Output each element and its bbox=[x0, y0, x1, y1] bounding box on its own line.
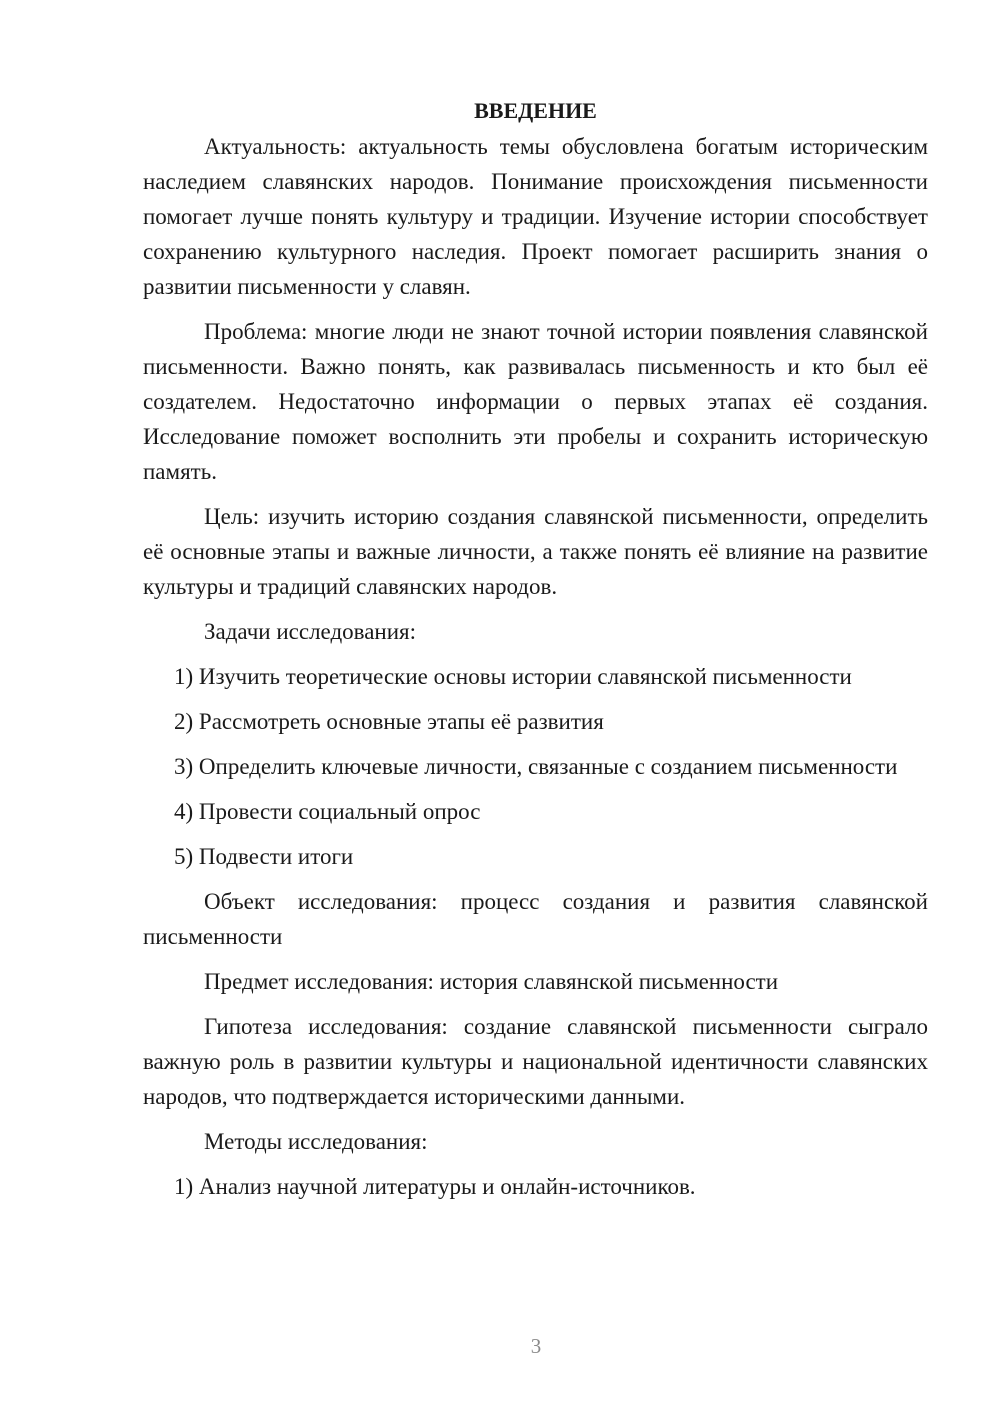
task-item: 1) Изучить теоретические основы истории славянской письменности bbox=[174, 664, 852, 689]
method-item: 1) Анализ научной литературы и онлайн-источников. bbox=[174, 1174, 696, 1199]
hypothesis-paragraph: Гипотеза исследования: создание славянской письменности сыграло важную роль в развитии культуры и национальной идентичности славянских народов, что подтверждается историческими данными. bbox=[143, 1014, 928, 1109]
object-paragraph: Объект исследования: процесс создания и развития славянской письменности bbox=[143, 889, 928, 949]
goal-paragraph: Цель: изучить историю создания славянской письменности, определить её основные этапы и важные личности, а также понять её влияние на развитие культуры и традиций славянских народов. bbox=[143, 504, 928, 599]
methods-heading: Методы исследования: bbox=[204, 1129, 428, 1154]
page-title: ВВЕДЕНИЕ bbox=[474, 98, 597, 123]
subject-paragraph: Предмет исследования: история славянской письменности bbox=[204, 969, 779, 994]
relevance-paragraph: Актуальность: актуальность темы обусловлена богатым историческим наследием славянских народов. Понимание происхождения письменности помогает лучше понять культуру и традиции. Изучение истории способствует сохранению культурного наследия. Проект помогает расширить знания о развитии письменности у славян. bbox=[143, 134, 928, 299]
document-body bbox=[143, 93, 928, 1214]
task-item: 2) Рассмотреть основные этапы её развития bbox=[174, 709, 604, 734]
problem-paragraph: Проблема: многие люди не знают точной истории появления славянской письменности. Важно понять, как развивалась письменность и кто был её создателем. Недостаточно информации о первых этапах её создания. Исследование поможет восполнить эти пробелы и сохранить историческую память. bbox=[143, 319, 928, 484]
task-item: 3) Определить ключевые личности, связанные с созданием письменности bbox=[174, 754, 898, 779]
task-item: 5) Подвести итоги bbox=[174, 844, 354, 869]
task-item: 4) Провести социальный опрос bbox=[174, 799, 481, 824]
tasks-heading: Задачи исследования: bbox=[204, 619, 417, 644]
page-number: 3 bbox=[530, 1334, 542, 1358]
